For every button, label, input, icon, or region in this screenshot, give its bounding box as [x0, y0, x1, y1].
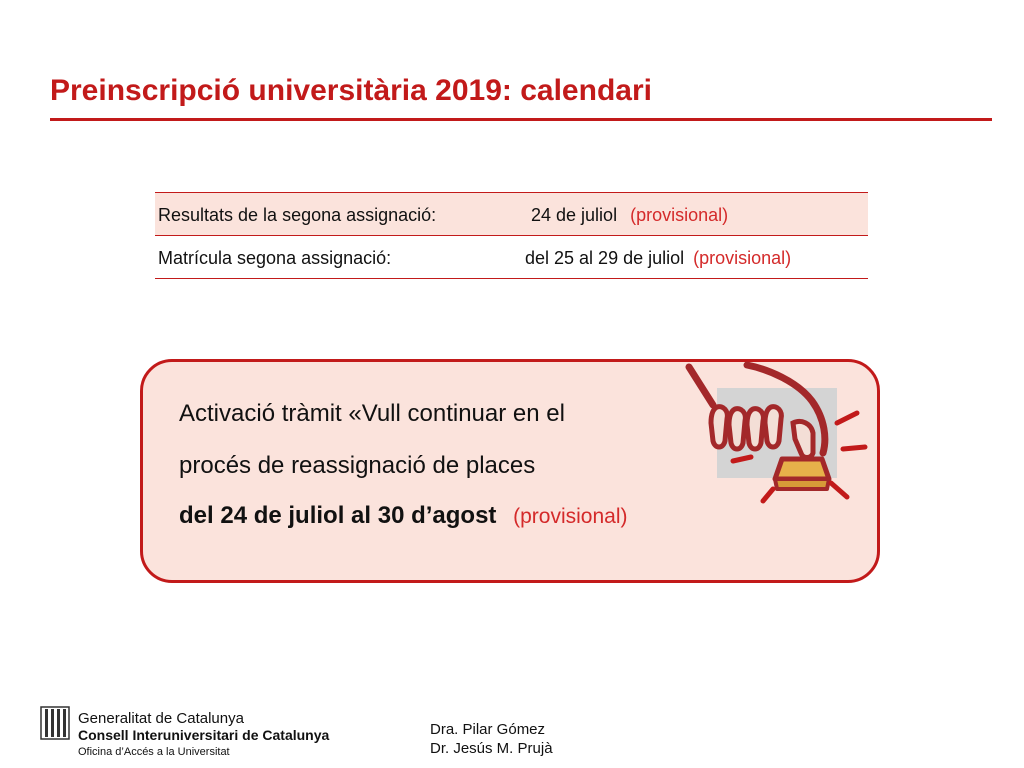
table-row — [155, 193, 868, 236]
author-2: Dr. Jesús M. Prujà — [430, 740, 553, 757]
footer-authors — [430, 720, 553, 758]
row-value — [531, 205, 728, 226]
row-date: 24 de juliol — [531, 205, 618, 225]
org-line-oficina: Oficina d’Accés a la Universitat — [78, 746, 230, 758]
callout-line-3 — [179, 502, 627, 530]
row-date: del 25 al 29 de juliol — [525, 248, 685, 268]
callout-line-1: Activació tràmit «Vull continuar en el — [179, 400, 565, 427]
row-label: Resultats de la segona assignació: — [158, 205, 437, 225]
page-title: Preinscripció universitària 2019: calendari — [50, 74, 652, 107]
hand-pressing-button-icon — [677, 361, 877, 511]
callout-line-2: procés de reassignació de places — [179, 452, 536, 479]
footer-organization — [78, 710, 329, 761]
row-provisional-note: (provisional) — [693, 248, 792, 268]
schedule-table — [155, 192, 868, 279]
org-line-generalitat: Generalitat de Catalunya — [78, 710, 244, 727]
callout-provisional-note: (provisional) — [513, 505, 628, 528]
author-1: Dra. Pilar Gómez — [430, 721, 546, 738]
row-label: Matrícula segona assignació: — [158, 248, 392, 268]
row-value — [525, 248, 791, 269]
callout-date-range: del 24 de juliol al 30 d’agost — [179, 502, 497, 529]
title-underline — [50, 118, 992, 121]
table-row — [155, 236, 868, 279]
row-provisional-note: (provisional) — [630, 205, 729, 225]
catalan-coat-of-arms-icon — [40, 706, 70, 740]
org-line-consell: Consell Interuniversitari de Catalunya — [78, 727, 330, 743]
